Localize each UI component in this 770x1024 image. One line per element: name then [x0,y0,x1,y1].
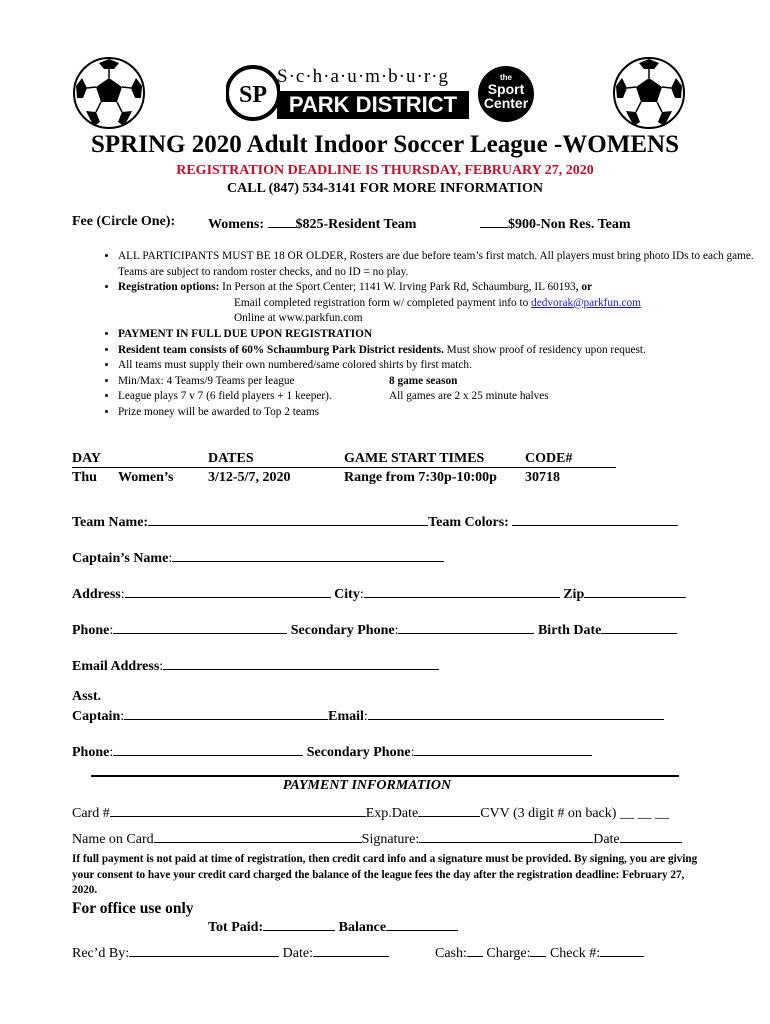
schedule-times: Range from 7:30p-10:00p [344,470,497,485]
check-number-field[interactable] [600,943,644,957]
schedule-dates: 3/12-5/7, 2020 [208,470,291,485]
rules-list [72,249,758,421]
charge-field[interactable] [530,943,546,957]
soccer-ball-right-icon [612,56,686,130]
rule-item: • PAYMENT IN FULL DUE UPON REGISTRATION [118,327,758,343]
org-top-text: S·c·h·a·u·m·b·u·r·g [277,66,449,87]
card-row: Card # Exp.Date CVV (3 digit # on back) __ __ __ [72,803,669,822]
soccer-ball-left-icon [72,56,146,130]
org-main-text: PARK DISTRICT [288,92,458,117]
asst-email-field[interactable] [368,706,664,720]
team-colors-field[interactable] [512,512,678,526]
page-title: SPRING 2020 Adult Indoor Soccer League -WOMENS [90,131,679,158]
rule-item: • Prize money will be awarded to Top 2 teams [118,405,758,421]
office-date-field[interactable] [313,943,389,957]
email-link[interactable]: dedvorak@parkfun.com [531,296,641,309]
rule-item: • Resident team consists of 60% Schaumburg Park District residents. Must show proof of residency upon request. [118,343,758,359]
team-name-field[interactable] [148,512,428,526]
asst-secondary-phone-field[interactable] [414,742,592,756]
city-field[interactable] [364,584,560,598]
nonresident-blank[interactable] [480,214,508,228]
secondary-phone-field[interactable] [398,620,534,634]
birth-date-field[interactable] [601,620,677,634]
email-address-row: Email Address: [72,656,439,675]
schedule-header-day: DAY [72,451,102,466]
signature-field[interactable] [419,829,593,843]
payment-heading: PAYMENT INFORMATION [282,778,452,793]
fee-womens: Womens: $825-Resident Team [208,214,416,233]
office-recd-row: Rec’d By: Date: [72,943,389,962]
schedule-league: Women’s [118,470,174,485]
schedule-header-dates: DATES [208,451,254,466]
captain-name-row: Captain’s Name: [72,548,444,567]
exp-date-field[interactable] [418,803,480,817]
card-number-field[interactable] [110,803,366,817]
rule-item: • League plays 7 v 7 (6 field players + 1 keeper). All games are 2 x 25 minute halves [118,389,758,405]
address-field[interactable] [125,584,331,598]
fee-label: Fee (Circle One): [72,214,176,229]
office-heading: For office use only [72,900,194,917]
resident-blank[interactable] [268,214,296,228]
team-name-row: Team Name: Team Colors: [72,512,678,531]
deadline-text: REGISTRATION DEADLINE IS THURSDAY, FEBRUARY 27, 2020 [176,163,594,178]
name-on-card-row: Name on Card Signature: Date [72,829,682,848]
svg-text:SP: SP [238,82,268,108]
spd-logo-icon [226,64,280,122]
phone-field[interactable] [113,620,287,634]
cash-field[interactable] [467,943,483,957]
rule-item: • Min/Max: 4 Teams/9 Teams per league 8 game season [118,374,758,390]
rule-item: • Registration options: In Person at the Sport Center; 1141 W. Irving Park Rd, Schaumburg, IL 60193, or Email completed registration form w/ completed payment info to dedvorak@parkfun.com Online at www.parkfun.com [118,280,758,327]
fee-nonresident: $900-Non Res. Team [480,214,631,233]
cvv-field[interactable]: __ __ __ [619,806,669,821]
asst-captain-field[interactable] [124,706,328,720]
sport-center-badge: the Sport Center [478,66,534,122]
schedule-header-code: CODE# [525,451,573,466]
asst-label: Asst. [72,689,102,704]
divider [91,775,679,777]
call-info: CALL (847) 534-3141 FOR MORE INFORMATION [227,181,543,196]
schedule-code: 30718 [525,470,560,485]
schedule-header-times: GAME START TIMES [344,451,485,466]
payment-date-field[interactable] [620,829,682,843]
schedule-day: Thu [72,470,97,485]
asst-phone-field[interactable] [113,742,303,756]
office-totals-row: Tot Paid: Balance [208,917,458,936]
rule-item: • All teams must supply their own numbered/same colored shirts by first match. [118,358,758,374]
payment-note: If full payment is not paid at time of registration, then credit card info and a signature must be provided. By signing, you are giving your consent to have your credit card charged the balance of the league fees the day after the registration deadline: February 27, 2020. [72,853,698,896]
schedule-header-line [72,467,616,468]
office-payment-type-row: Cash: Charge: Check #: [435,943,644,962]
address-row: Address: City: Zip [72,584,686,603]
tot-paid-field[interactable] [263,917,335,931]
name-on-card-field[interactable] [154,829,362,843]
recd-by-field[interactable] [129,943,279,957]
zip-field[interactable] [584,584,686,598]
asst-captain-row: Captain: Email: [72,706,664,725]
phone-row: Phone: Secondary Phone: Birth Date [72,620,677,639]
asst-phone-row: Phone: Secondary Phone: [72,742,592,761]
rule-item: • ALL PARTICIPANTS MUST BE 18 OR OLDER, Rosters are due before team’s first match. All players must bring photo IDs to each game. Teams are subject to random roster checks, and no ID = no play. [118,249,758,280]
captain-name-field[interactable] [172,548,444,562]
org-banner [277,91,469,119]
email-address-field[interactable] [163,656,439,670]
balance-field[interactable] [386,917,458,931]
